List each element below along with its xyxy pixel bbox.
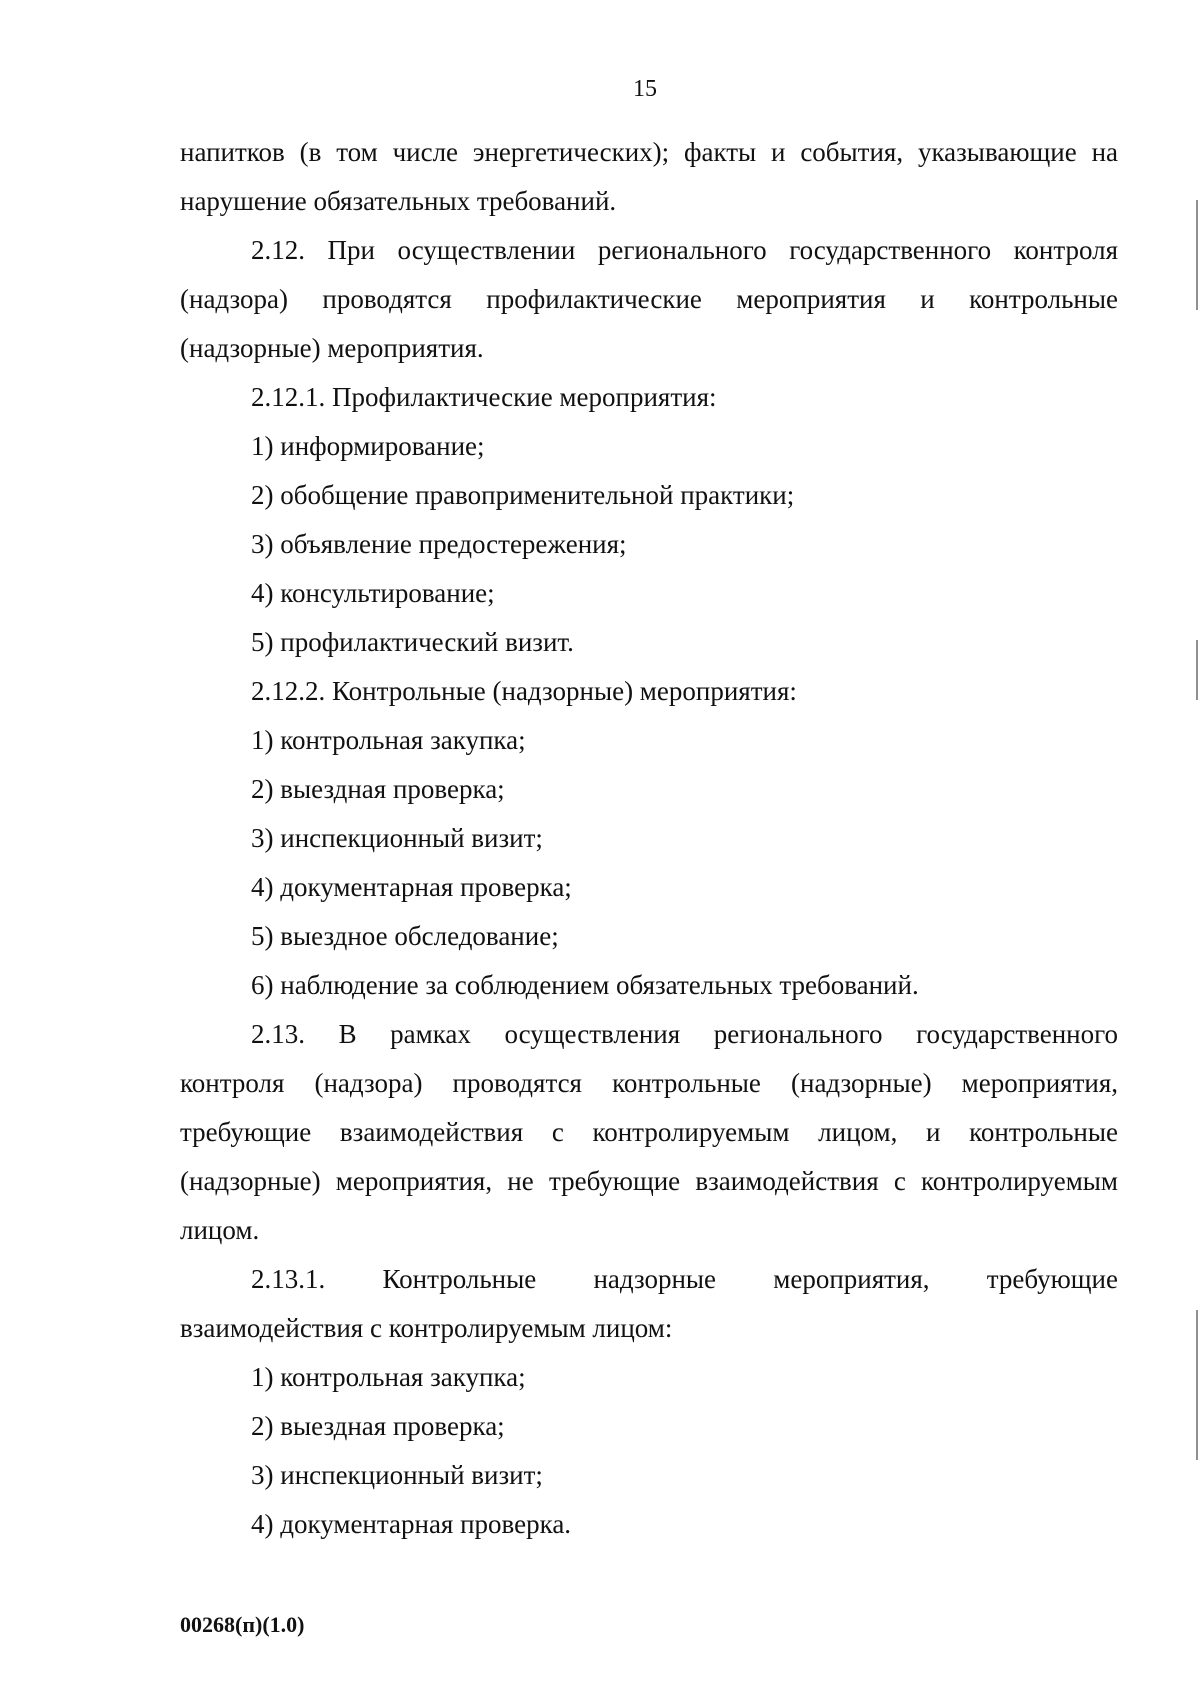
text-line: требующие взаимодействия с контролируемым лицом, и контрольные [180, 1117, 1118, 1147]
list-item: 6) наблюдение за соблюдением обязательных требований. [251, 970, 919, 1000]
text-line: нарушение обязательных требований. [180, 186, 617, 216]
list-item: 4) консультирование; [251, 578, 495, 608]
scan-edge-mark [1196, 200, 1198, 310]
paragraph-2-13-1: 2.13.1. Контрольные надзорные мероприятия, требующие [251, 1264, 1118, 1294]
list-item: 1) информирование; [251, 431, 485, 461]
list-item: 4) документарная проверка; [251, 872, 572, 902]
list-item: 1) контрольная закупка; [251, 1362, 526, 1392]
text-line: взаимодействия с контролируемым лицом: [180, 1313, 673, 1343]
list-item: 3) объявление предостережения; [251, 529, 627, 559]
list-item: 2) выездная проверка; [251, 1411, 505, 1441]
document-code: 00268(п)(1.0) [180, 1612, 305, 1637]
list-item: 1) контрольная закупка; [251, 725, 526, 755]
text-line: контроля (надзора) проводятся контрольные (надзорные) мероприятия, [180, 1068, 1118, 1098]
scan-edge-mark [1196, 640, 1198, 700]
list-item: 5) выездное обследование; [251, 921, 559, 951]
paragraph-2-12-2: 2.12.2. Контрольные (надзорные) мероприятия: [251, 676, 797, 706]
list-item: 4) документарная проверка. [251, 1509, 572, 1539]
list-item: 3) инспекционный визит; [251, 823, 543, 853]
page-number: 15 [633, 76, 657, 102]
document-body [180, 128, 1118, 1549]
list-item: 5) профилактический визит. [251, 627, 574, 657]
text-line: (надзорные) мероприятия, не требующие взаимодействия с контролируемым [180, 1166, 1118, 1196]
list-item: 2) выездная проверка; [251, 774, 505, 804]
list-item: 3) инспекционный визит; [251, 1460, 543, 1490]
paragraph-2-12-1: 2.12.1. Профилактические мероприятия: [251, 382, 717, 412]
text-line: (надзора) проводятся профилактические мероприятия и контрольные [180, 284, 1118, 314]
text-line: (надзорные) мероприятия. [180, 333, 484, 363]
paragraph-2-13: 2.13. В рамках осуществления регионального государственного [251, 1019, 1118, 1049]
text-line: напитков (в том числе энергетических); факты и события, указывающие на [180, 137, 1118, 167]
scan-edge-mark [1196, 1310, 1198, 1460]
list-item: 2) обобщение правоприменительной практики; [251, 480, 795, 510]
paragraph-2-12: 2.12. При осуществлении регионального государственного контроля [251, 235, 1118, 265]
text-line: лицом. [180, 1215, 260, 1245]
